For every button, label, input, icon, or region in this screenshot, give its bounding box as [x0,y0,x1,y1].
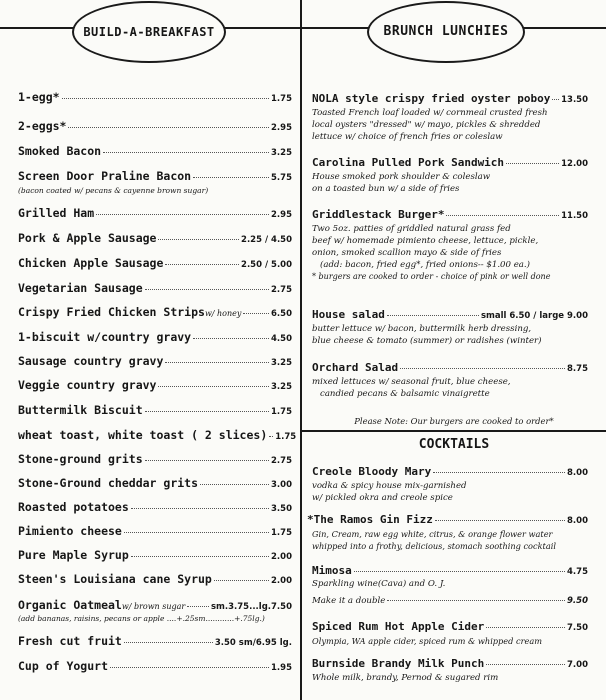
menu-item: Pork & Apple Sausage 2.25 / 4.50 [18,231,292,245]
menu-item: Organic Oatmeal w/ brown sugar sm.3.75...lg.7.50 [18,598,292,612]
burger-note: Please Note: Our burgers are cooked to order* [354,416,554,426]
menu-item: Stone-ground grits 2.75 [18,452,292,466]
house-salad-item: House salad small 6.50 / large 9.00 [312,308,588,321]
bacon-note: (bacon coated w/ pecans & cayenne brown sugar) [18,186,209,195]
menu-item: Grilled Ham 2.95 [18,206,292,220]
menu-item: Roasted potatoes 3.50 [18,500,292,514]
menu-item: 1-biscuit w/country gravy 4.50 [18,330,292,344]
hot-apple-cider-desc: Olympia, WA apple cider, spiced rum & whipped cream [312,636,542,646]
menu-item: Chicken Apple Sausage 2.50 / 5.00 [18,256,292,270]
mimosa-item: Mimosa 4.75 [312,564,588,577]
pulled-pork-desc: House smoked pork shoulder & coleslaw on a toasted bun w/ a side of fries [312,172,491,194]
build-a-breakfast-heading: BUILD-A-BREAKFAST [72,1,226,63]
menu-item: Vegetarian Sausage 2.75 [18,281,292,295]
menu-item: Smoked Bacon 3.25 [18,144,292,158]
orchard-salad-desc: mixed lettuces w/ seasonal fruit, blue cheese, candied pecans & balsamic vinaigrette [312,377,511,399]
ramos-gin-fizz-item: *The Ramos Gin Fizz 8.00 [307,513,588,526]
poboy-desc: Toasted French loaf loaded w/ cornmeal crusted fresh local oysters "dressed" w/ mayo, pickles & shredded lettuce w/ choice of french fries or coleslaw [312,108,548,142]
menu-item: Sausage country gravy 3.25 [18,354,292,368]
menu-item: Crispy Fried Chicken Strips w/ honey 6.50 [18,305,292,319]
cocktails-rule [302,430,606,432]
menu-item: Stone-Ground cheddar grits 3.00 [18,476,292,490]
brandy-milk-punch-item: Burnside Brandy Milk Punch 7.00 [312,657,588,670]
menu-item: Veggie country gravy 3.25 [18,378,292,392]
menu-item: 2-eggs* 2.95 [18,119,292,133]
brandy-milk-punch-desc: Whole milk, brandy, Pernod & sugared rim [312,673,499,683]
bloody-mary-desc: vodka & spicy house mix-garnished w/ pickled okra and creole spice [312,481,467,503]
burger-desc: Two 5oz. patties of griddled natural grass fed beef w/ homemade pimiento cheese, lettuce, pickle, onion, smoked scallion mayo & side of fries (add: bacon, fried egg*, fried onions-- $1.00 ea.) * burgers are cooked to order - choice of pink or well done [312,224,551,281]
oatmeal-note: (add bananas, raisins, pecans or apple ....+.25sm............+.75lg.) [18,614,265,623]
column-divider [300,0,302,700]
menu-item: Pimiento cheese 1.75 [18,524,292,538]
brunch-lunchies-heading: BRUNCH LUNCHIES [367,1,525,63]
cocktails-heading: COCKTAILS [418,437,490,452]
menu-item: Buttermilk Biscuit 1.75 [18,403,292,417]
poboy-item: NOLA style crispy fried oyster poboy 13.50 [312,92,588,105]
burger-item: Griddlestack Burger* 11.50 [312,208,588,221]
bloody-mary-item: Creole Bloody Mary 8.00 [312,465,588,478]
mimosa-double-item: Make it a double 9.50 [312,596,588,606]
menu-item: Steen's Louisiana cane Syrup 2.00 [18,572,292,586]
menu-item: 1-egg* 1.75 [18,90,292,104]
pulled-pork-item: Carolina Pulled Pork Sandwich 12.00 [312,156,588,169]
menu-item: Cup of Yogurt 1.95 [18,659,292,673]
menu-item: Screen Door Praline Bacon 5.75 [18,169,292,183]
ramos-gin-fizz-desc: Gin, Cream, raw egg white, citrus, & orange flower water whipped into a frothy, delicious, stomach soothing cocktail [312,529,556,551]
menu-item: Pure Maple Syrup 2.00 [18,548,292,562]
mimosa-desc: Sparkling wine(Cava) and O. J. [312,579,446,589]
hot-apple-cider-item: Spiced Rum Hot Apple Cider 7.50 [312,620,588,633]
house-salad-desc: butter lettuce w/ bacon, buttermilk herb dressing, blue cheese & tomato (summer) or radishes (winter) [312,324,542,346]
menu-item: Fresh cut fruit 3.50 sm/6.95 lg. [18,634,292,648]
orchard-salad-item: Orchard Salad 8.75 [312,361,588,374]
menu-item: wheat toast, white toast ( 2 slices) 1.75 [18,428,297,442]
